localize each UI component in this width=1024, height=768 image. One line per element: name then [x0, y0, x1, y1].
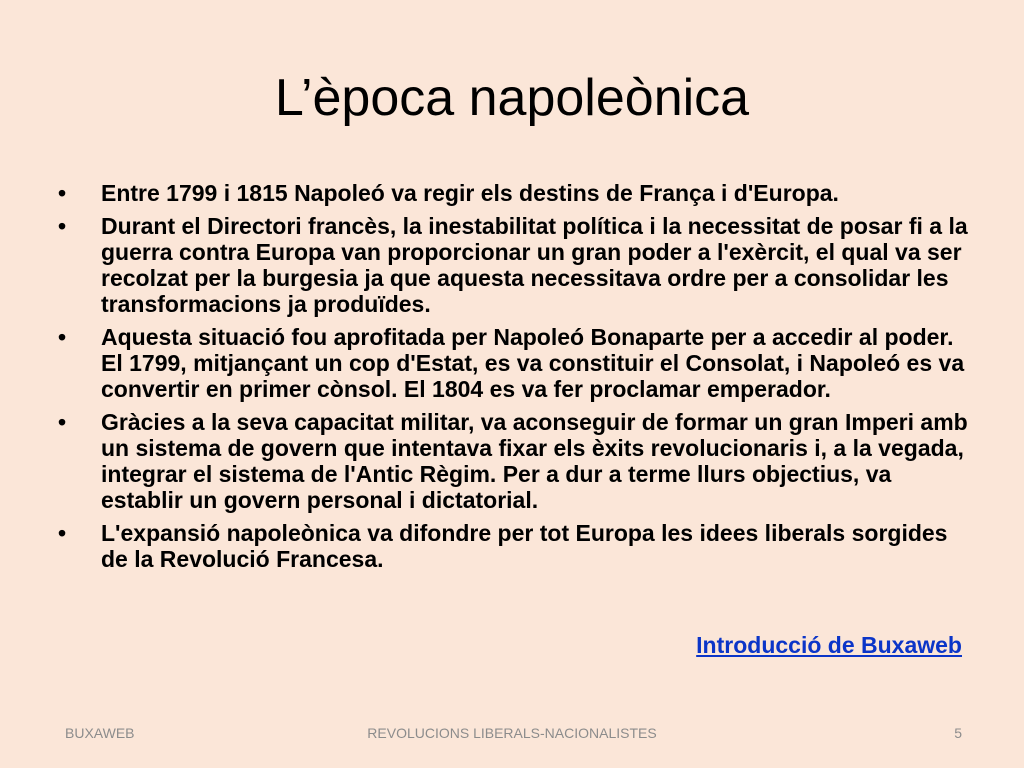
bullet-icon: •: [58, 409, 67, 435]
bullet-icon: •: [58, 180, 67, 206]
bullet-text: Entre 1799 i 1815 Napoleó va regir els destins de França i d'Europa.: [101, 180, 839, 206]
bullet-item: [58, 180, 968, 206]
bullet-text: Gràcies a la seva capacitat militar, va aconseguir de formar un gran Imperi amb un sistema de govern que intentava fixar els èxits revolucionaris i, a la vegada, integrar el sistema de l'Antic Règim. Per a dur a terme llurs objectius, va establir un govern personal i dictatorial.: [101, 409, 968, 513]
bullet-text: Durant el Directori francès, la inestabilitat política i la necessitat de posar fi a la guerra contra Europa van proporcionar un gran poder a l'exèrcit, el qual va ser recolzat per la burgesia ja que aquesta necessitava ordre per a consolidar les transformacions ja produïdes.: [101, 213, 968, 317]
bullet-list: [58, 180, 968, 579]
bullet-icon: •: [58, 213, 67, 239]
buxaweb-intro-link[interactable]: Introducció de Buxaweb: [696, 632, 962, 658]
page-number: 5: [954, 725, 962, 741]
link-row: [696, 632, 962, 658]
bullet-text: Aquesta situació fou aprofitada per Napoleó Bonaparte per a accedir al poder. El 1799, mitjançant un cop d'Estat, es va constituir el Consolat, i Napoleó es va convertir en primer cònsol. El 1804 es va fer proclamar emperador.: [101, 324, 965, 402]
bullet-item: [58, 520, 968, 572]
slide-title: L’època napoleònica: [274, 69, 750, 127]
footer-left: BUXAWEB: [65, 725, 135, 741]
footer-center: REVOLUCIONS LIBERALS-NACIONALISTES: [367, 725, 657, 741]
bullet-item: [58, 213, 968, 317]
bullet-icon: •: [58, 520, 67, 546]
bullet-text: L'expansió napoleònica va difondre per tot Europa les idees liberals sorgides de la Revolució Francesa.: [101, 520, 948, 572]
bullet-item: [58, 409, 968, 513]
bullet-icon: •: [58, 324, 67, 350]
bullet-item: [58, 324, 968, 402]
